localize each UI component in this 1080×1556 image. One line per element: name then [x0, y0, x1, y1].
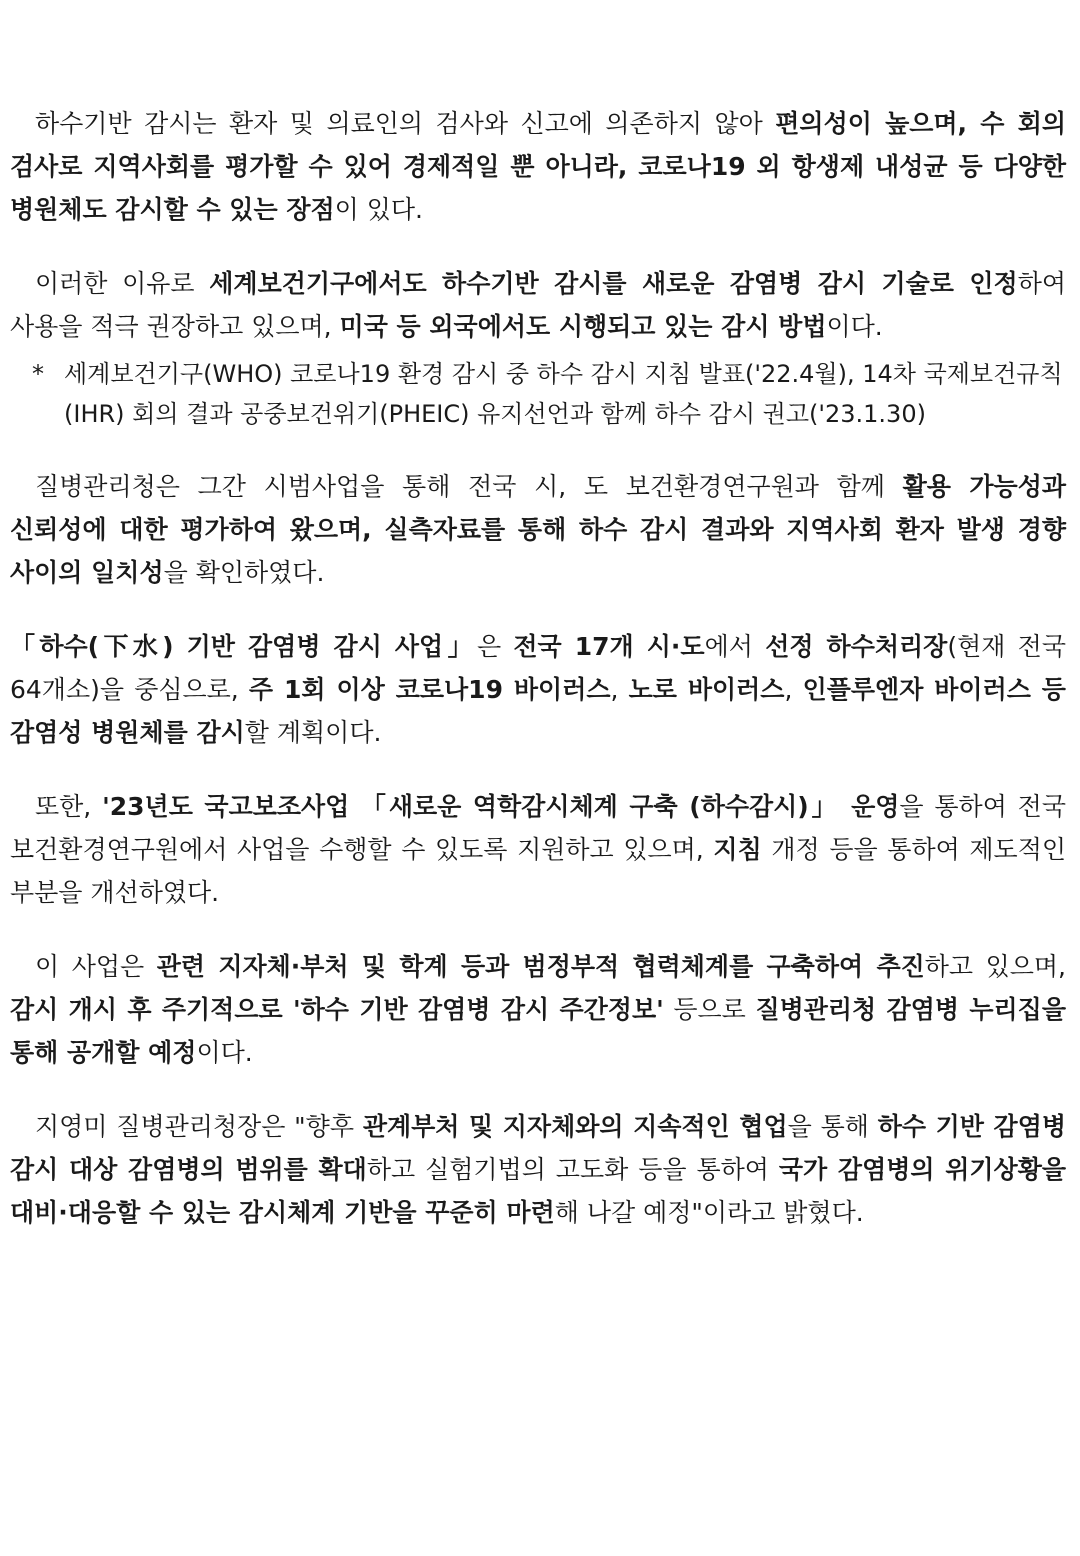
text-segment: 이러한 이유로 — [35, 269, 210, 298]
bold-segment: 주 1회 이상 코로나19 바이러스 — [248, 675, 611, 704]
text-segment: 을 통하여 전국 보건환경연구원에서 사업을 수행할 수 있도록 지원하고 있으며, — [10, 792, 1066, 864]
text-segment: 등으로 — [663, 995, 756, 1024]
text-segment: 이다. — [826, 312, 883, 341]
footnote-text: 세계보건기구(WHO) 코로나19 환경 감시 중 하수 감시 지침 발표('22.4월), 14차 국제보건규칙(IHR) 회의 결과 공중보건위기(PHEIC) 유지선언과 함께 하수 감시 권고('23.1.30) — [64, 360, 1063, 428]
paragraph-4 — [10, 625, 1066, 754]
bold-segment: 「하수(下水) 기반 감염병 감시 사업」 — [10, 632, 477, 661]
bold-segment: 국가 감염병의 위기상황을 대비·대응할 수 있는 감시체계 기반을 꾸준히 마련 — [10, 1155, 1066, 1227]
bold-segment: 하수 기반 감염병 감시 대상 감염병의 범위를 확대 — [10, 1112, 1067, 1184]
bold-segment: 지침 — [713, 835, 762, 864]
bold-segment: 인플루엔자 바이러스 등 감염성 병원체를 감시 — [10, 675, 1066, 747]
text-segment: 하여 사용을 적극 권장하고 있으며, — [10, 269, 1066, 341]
bold-segment: 노로 바이러스 — [628, 675, 785, 704]
paragraph-3 — [10, 465, 1066, 594]
footnote — [32, 354, 1066, 434]
text-segment: (현재 전국 64개소)을 중심으로, — [10, 632, 1066, 704]
text-segment: 이 있다. — [334, 195, 423, 224]
text-segment: 할 계획이다. — [244, 718, 382, 747]
paragraph-6 — [10, 945, 1066, 1074]
text-segment: 지영미 질병관리청장은 "향후 — [35, 1112, 363, 1141]
paragraph-2 — [10, 262, 1066, 348]
bold-segment: 미국 등 외국에서도 시행되고 있는 감시 방법 — [339, 312, 827, 341]
paragraph-5 — [10, 785, 1066, 914]
text-segment: 개정 등을 통하여 제도적인 부분을 개선하였다. — [10, 835, 1066, 907]
text-segment: 은 — [476, 632, 514, 661]
text-segment: 을 확인하였다. — [163, 558, 325, 587]
paragraph-7 — [10, 1105, 1066, 1234]
bold-segment: 관계부처 및 지자체와의 지속적인 협업 — [362, 1112, 788, 1141]
text-segment: 을 통해 — [787, 1112, 878, 1141]
bold-segment: 활용 가능성과 신뢰성에 대한 평가하여 왔으며, 실측자료를 통해 하수 감시 결과와 지역사회 환자 발생 경향 사이의 일치성 — [10, 472, 1067, 587]
paragraph-1 — [10, 102, 1066, 231]
text-segment: 이다. — [196, 1038, 253, 1067]
bold-segment: 편의성이 높으며, 수 회의 검사로 지역사회를 평가할 수 있어 경제적일 뿐 아니라, 코로나19 외 항생제 내성균 등 다양한 병원체도 감시할 수 있는 장점 — [10, 109, 1066, 224]
bold-segment: '23년도 국고보조사업 「새로운 역학감시체계 구축 (하수감시)」 운영 — [102, 792, 900, 821]
bold-segment: 선정 하수처리장 — [765, 632, 948, 661]
bold-segment: 세계보건기구에서도 하수기반 감시를 새로운 감염병 감시 기술로 인정 — [209, 269, 1018, 298]
footnote-marker: * — [32, 360, 44, 388]
text-segment: 하수기반 감시는 환자 및 의료인의 검사와 신고에 의존하지 않아 — [35, 109, 776, 138]
text-segment: 하고 실험기법의 고도화 등을 통하여 — [366, 1155, 779, 1184]
text-segment: , — [784, 675, 803, 704]
text-segment: 해 나갈 예정"이라고 밝혔다. — [554, 1198, 864, 1227]
text-segment: 질병관리청은 그간 시범사업을 통해 전국 시, 도 보건환경연구원과 함께 — [35, 472, 903, 501]
document-body — [10, 102, 1066, 1234]
bold-segment: 전국 17개 시·도 — [513, 632, 705, 661]
bold-segment: 질병관리청 감염병 누리집을 통해 공개할 예정 — [10, 995, 1066, 1067]
text-segment: 또한, — [35, 792, 103, 821]
bold-segment: 감시 개시 후 주기적으로 '하수 기반 감염병 감시 주간정보' — [10, 995, 664, 1024]
text-segment: 에서 — [704, 632, 766, 661]
text-segment: 하고 있으며, — [924, 952, 1066, 981]
text-segment: , — [610, 675, 629, 704]
text-segment: 이 사업은 — [35, 952, 157, 981]
bold-segment: 관련 지자체·부처 및 학계 등과 범정부적 협력체계를 구축하여 추진 — [156, 952, 925, 981]
